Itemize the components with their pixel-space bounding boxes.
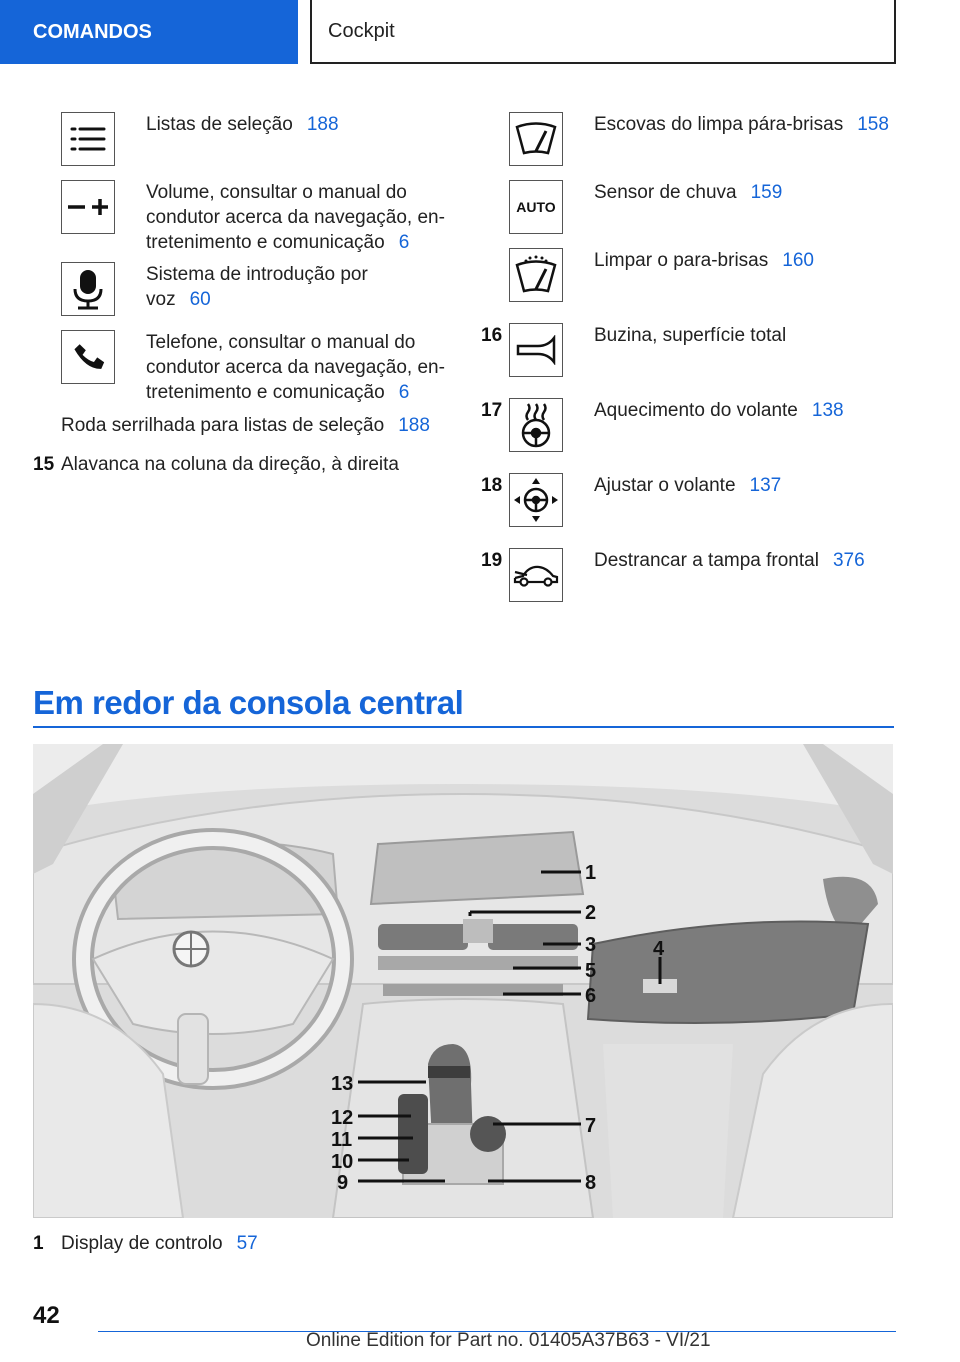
callout-12: 12: [331, 1107, 354, 1129]
callout-2: 2: [585, 902, 597, 924]
page-number: 42: [33, 1302, 60, 1329]
heated-steering-wheel-icon: [509, 398, 563, 452]
callout-10: 10: [331, 1151, 354, 1173]
item-text-line: condutor acerca da navegação, en-: [146, 207, 445, 228]
washer-icon: [509, 248, 563, 302]
page-ref-link[interactable]: 57: [236, 1233, 258, 1254]
callout-9: 9: [337, 1172, 349, 1194]
center-console-illustration: [33, 744, 893, 1218]
edition-note: Online Edition for Part no. 01405A37B63 - VI/21: [306, 1330, 711, 1351]
page-ref-link[interactable]: 60: [189, 289, 211, 310]
callout-7: 7: [585, 1115, 597, 1137]
item-text: Limpar o para-brisas: [594, 250, 769, 271]
item-number: 18: [481, 475, 503, 496]
auto-rain-sensor-icon: [509, 180, 563, 234]
page-ref-link[interactable]: 160: [782, 250, 814, 271]
list-item: [146, 180, 445, 255]
list-item: [594, 248, 814, 273]
section-tab: [0, 0, 298, 64]
list-item: [594, 473, 781, 498]
item-text: Roda serrilhada para listas de seleção: [61, 415, 385, 436]
volume-minus-plus-icon: [61, 180, 115, 234]
callout-3: 3: [585, 934, 597, 956]
item-number: 19: [481, 550, 503, 571]
page-ref-link[interactable]: 138: [811, 400, 844, 421]
list-item: [61, 1231, 258, 1256]
item-text-line: Telefone, consultar o manual do: [146, 332, 416, 353]
wiper-icon: [509, 112, 563, 166]
item-text: Listas de seleção: [146, 114, 293, 135]
item-text: Aquecimento do volante: [594, 400, 798, 421]
item-number: 15: [33, 454, 55, 475]
item-text-line: tretenimento e comunicação: [146, 232, 385, 253]
page-ref-link[interactable]: 376: [832, 550, 865, 571]
item-text-line: condutor acerca da navegação, en-: [146, 357, 445, 378]
callout-11: 11: [331, 1129, 353, 1151]
page-ref-link[interactable]: 188: [398, 415, 430, 436]
item-text-line: tretenimento e comunicação: [146, 382, 385, 403]
page-ref-link[interactable]: 6: [398, 232, 410, 253]
section-heading: Em redor da consola central: [33, 684, 464, 721]
page-ref-link[interactable]: 158: [857, 114, 889, 135]
page-ref-link[interactable]: 137: [749, 475, 782, 496]
horn-icon: [509, 323, 563, 377]
list-item: [594, 548, 865, 573]
chapter-header: [310, 0, 896, 64]
item-text-line: Sistema de introdução por: [146, 264, 368, 285]
steering-adjust-icon: [509, 473, 563, 527]
item-text: Sensor de chuva: [594, 182, 737, 203]
section-divider: [33, 726, 894, 728]
callout-5: 5: [585, 960, 597, 982]
page-ref-link[interactable]: 6: [398, 382, 410, 403]
list-item: [594, 112, 889, 137]
page-ref-link[interactable]: 159: [750, 182, 783, 203]
list-item: [146, 112, 339, 137]
auto-label: AUTO: [516, 199, 556, 215]
item-text-line: voz: [146, 289, 176, 310]
list-icon: [61, 112, 115, 166]
voice-microphone-icon: [61, 262, 115, 316]
list-item: [594, 398, 844, 423]
section-label: COMANDOS: [33, 20, 152, 43]
list-item: [146, 262, 368, 312]
callout-6: 6: [585, 985, 597, 1007]
item-text: Destrancar a tampa frontal: [594, 550, 819, 571]
callout-13: 13: [331, 1073, 354, 1095]
item-text-line: Volume, consultar o manual do: [146, 182, 407, 203]
list-item: [61, 413, 430, 438]
item-text: Display de controlo: [61, 1233, 223, 1254]
item-text: Alavanca na coluna da direção, à direita: [61, 454, 400, 475]
callout-1: 1: [585, 862, 597, 884]
item-number: 1: [33, 1233, 44, 1254]
item-text: Escovas do limpa pára-brisas: [594, 114, 844, 135]
car-hood-icon: [509, 548, 563, 602]
callout-8: 8: [585, 1172, 597, 1194]
list-item: [146, 330, 445, 405]
list-item: [594, 180, 782, 205]
item-number: 16: [481, 325, 503, 346]
item-text: Ajustar o volante: [594, 475, 736, 496]
chapter-label: Cockpit: [328, 19, 395, 42]
page-ref-link[interactable]: 188: [306, 114, 339, 135]
list-item: [61, 452, 399, 477]
callout-4: 4: [653, 938, 665, 960]
item-text: Buzina, superfície total: [594, 325, 787, 346]
item-number: 17: [481, 400, 503, 421]
telephone-icon: [61, 330, 115, 384]
list-item: [594, 323, 786, 348]
